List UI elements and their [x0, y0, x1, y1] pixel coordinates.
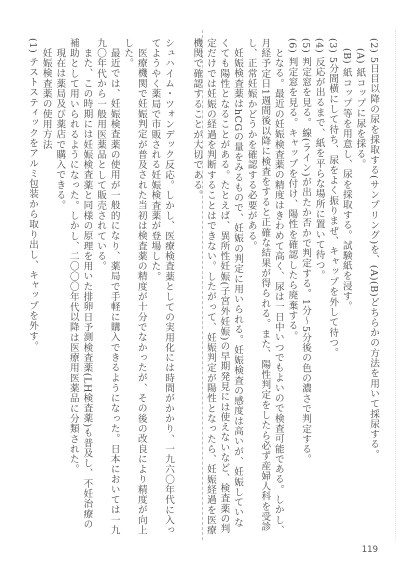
paragraph: また、この時期には妊娠検査薬と同様の原理を用いた排卵日予測検査薬(LH検査薬)も普及し、不妊治療の補助として用いられるようになった。しかし、二〇〇〇年代以降は医療用医薬品に分類された。 — [67, 38, 93, 529]
paragraph: (A) 紙コップに尿を採る。 — [354, 47, 366, 169]
page-edge-rule — [395, 30, 396, 540]
paragraph: (3) 5分間横にして待ち、尿をよく振りまぜ、キャップを外して待つ。 — [327, 38, 339, 358]
page-number: 119 — [361, 545, 378, 555]
paragraph: (B) 紙コップ等を用意し、尿を採取する。試験紙を浸す。 — [340, 47, 352, 311]
paragraph: 最近では、妊娠検査薬の使用が一般的になり、薬局で手軽に購入できるようになった。日本においては一九九〇年代から一般用医薬品として販売されている。 — [95, 38, 120, 535]
paragraph: 妊娠検査薬はhCGの量をみるもので、妊娠の判定に用いられる。妊娠検査の感度は高いが、妊娠していなくても陽性となることがある。たとえば、異所性妊娠(子宮外妊娠)の早期発見には使えないなど、検査薬の判定だけでは妊娠の経過を判断することはできない。したがって、妊娠判定が陽性となったら、妊娠経過を医療機関で確認することが大切である。 — [191, 38, 244, 536]
paragraph: (6) 判定窓を見る。キャップを付け、陽性を確認したら廃棄する。 — [286, 38, 298, 342]
paragraph: (5) 判定窓を見る。線(ライン)が出たか否かで判定する。1分〜5分後の色の濃さで判定する。 — [300, 38, 312, 465]
paragraph: (2) 5日目以降の尿を採取する(サンプリング)を、(A)(B)どちらかの方法を用いて採尿する。 — [368, 38, 379, 460]
paragraph: シュハイム・ツォンデック反応。しかし、医療検査薬としての実用化には時間がかかり、一九六〇年代に入ってようやく薬局で市販される妊娠検査薬が登場した。 — [149, 38, 174, 536]
right-text-column — [191, 38, 380, 536]
column-divider — [202, 30, 203, 540]
left-text-column — [27, 38, 175, 536]
paragraph: 医療機関で妊娠判定が普及された当初は検査薬の精度が十分でなかったが、その後の改良により精度が向上した。 — [122, 38, 147, 535]
paragraph: 妊娠検査薬の使用方法 — [40, 47, 52, 150]
paragraph: となる。最近の妊娠検査薬の精度はきわめて高く、尿は一日中いつでもよいので検査可能である。しかし、月経予定日1週間後以降に検査をすると正確な結果が得られる。また、陽性判定をしたら必ず産婦人科を受診し、正常妊娠かどうかを確認する必要がある。 — [245, 38, 284, 535]
paragraph: 現在は薬局及び薬店で購入できる。 — [54, 47, 66, 210]
paragraph: (4) 反応が出るまで、紙を平らな場所に置いて待つ。 — [313, 38, 325, 281]
paragraph: (1) テストスティックをアルミ包装から取り出し、キャップを外す。 — [27, 38, 39, 352]
